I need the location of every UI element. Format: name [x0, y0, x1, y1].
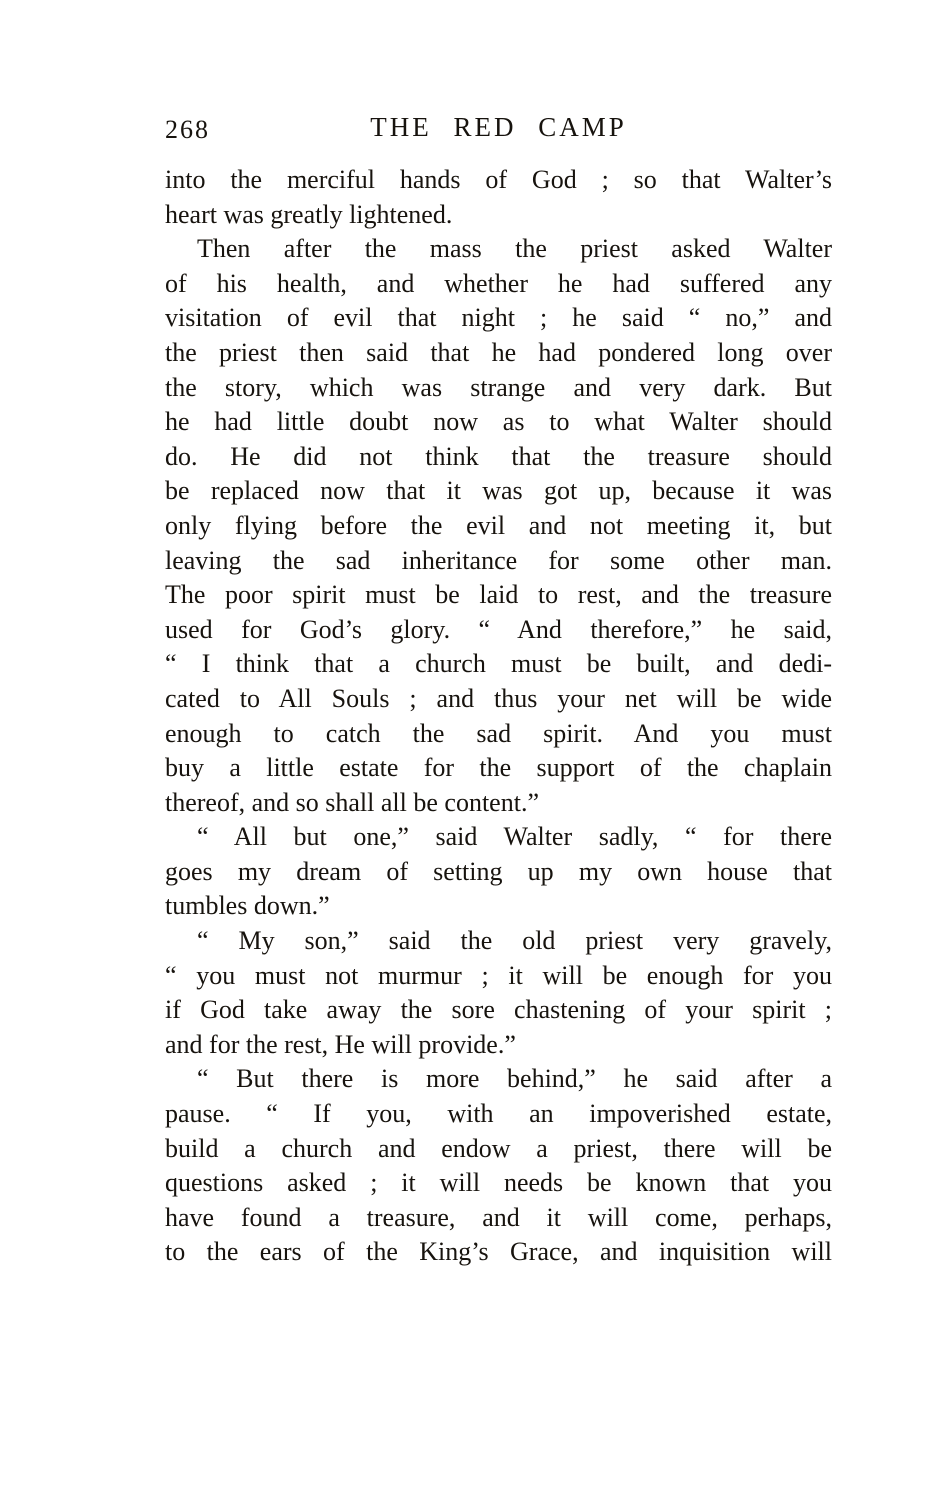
text-line: “ All but one,” said Walter sadly, “ for there: [197, 822, 832, 852]
text-line: “ My son,” said the old priest very gravely,: [197, 926, 832, 956]
text-line: and for the rest, He will provide.”: [165, 1029, 516, 1059]
text-line: cated to All Souls ; and thus your net will be wide: [165, 683, 832, 713]
text-line: have found a treasure, and it will come, perhaps,: [165, 1202, 832, 1232]
text-line: pause. “ If you, with an impoverished estate,: [165, 1099, 832, 1129]
text-line: The poor spirit must be laid to rest, and the treasure: [165, 580, 832, 610]
text-line: only flying before the evil and not meeting it, but: [165, 510, 832, 540]
text-line: Then after the mass the priest asked Walter: [197, 234, 832, 264]
page-body-text: [165, 163, 832, 1270]
text-line: goes my dream of setting up my own house that: [165, 856, 832, 886]
text-line: be replaced now that it was got up, because it was: [165, 476, 832, 506]
text-line: leaving the sad inheritance for some other man.: [165, 545, 832, 575]
text-line: build a church and endow a priest, there will be: [165, 1133, 832, 1163]
text-line: heart was greatly lightened.: [165, 199, 453, 229]
text-line: enough to catch the sad spirit. And you must: [165, 718, 832, 748]
running-title: THE RED CAMP: [370, 112, 627, 142]
text-line: if God take away the sore chastening of your spirit ;: [165, 995, 832, 1025]
text-line: thereof, and so shall all be content.”: [165, 787, 539, 817]
text-line: used for God’s glory. “ And therefore,” he said,: [165, 614, 832, 644]
text-line: of his health, and whether he had suffered any: [165, 268, 832, 298]
text-line: the priest then said that he had pondered long over: [165, 337, 832, 367]
text-line: into the merciful hands of God ; so that Walter’s: [165, 165, 832, 194]
text-line: buy a little estate for the support of the chaplain: [165, 753, 832, 783]
page-number: 268: [165, 115, 210, 144]
text-line: tumbles down.”: [165, 891, 330, 921]
text-line: he had little doubt now as to what Walter should: [165, 407, 832, 437]
page-header: [165, 112, 832, 144]
text-line: “ I think that a church must be built, and dedi-: [165, 649, 832, 679]
text-line: do. He did not think that the treasure should: [165, 441, 832, 471]
text-line: “ you must not murmur ; it will be enough for you: [165, 960, 832, 990]
text-line: the story, which was strange and very dark. But: [165, 372, 832, 402]
text-line: to the ears of the King’s Grace, and inquisition will: [165, 1237, 832, 1267]
text-line: visitation of evil that night ; he said “ no,” and: [165, 303, 832, 333]
text-line: “ But there is more behind,” he said after a: [197, 1064, 832, 1094]
text-line: questions asked ; it will needs be known that you: [165, 1168, 832, 1198]
